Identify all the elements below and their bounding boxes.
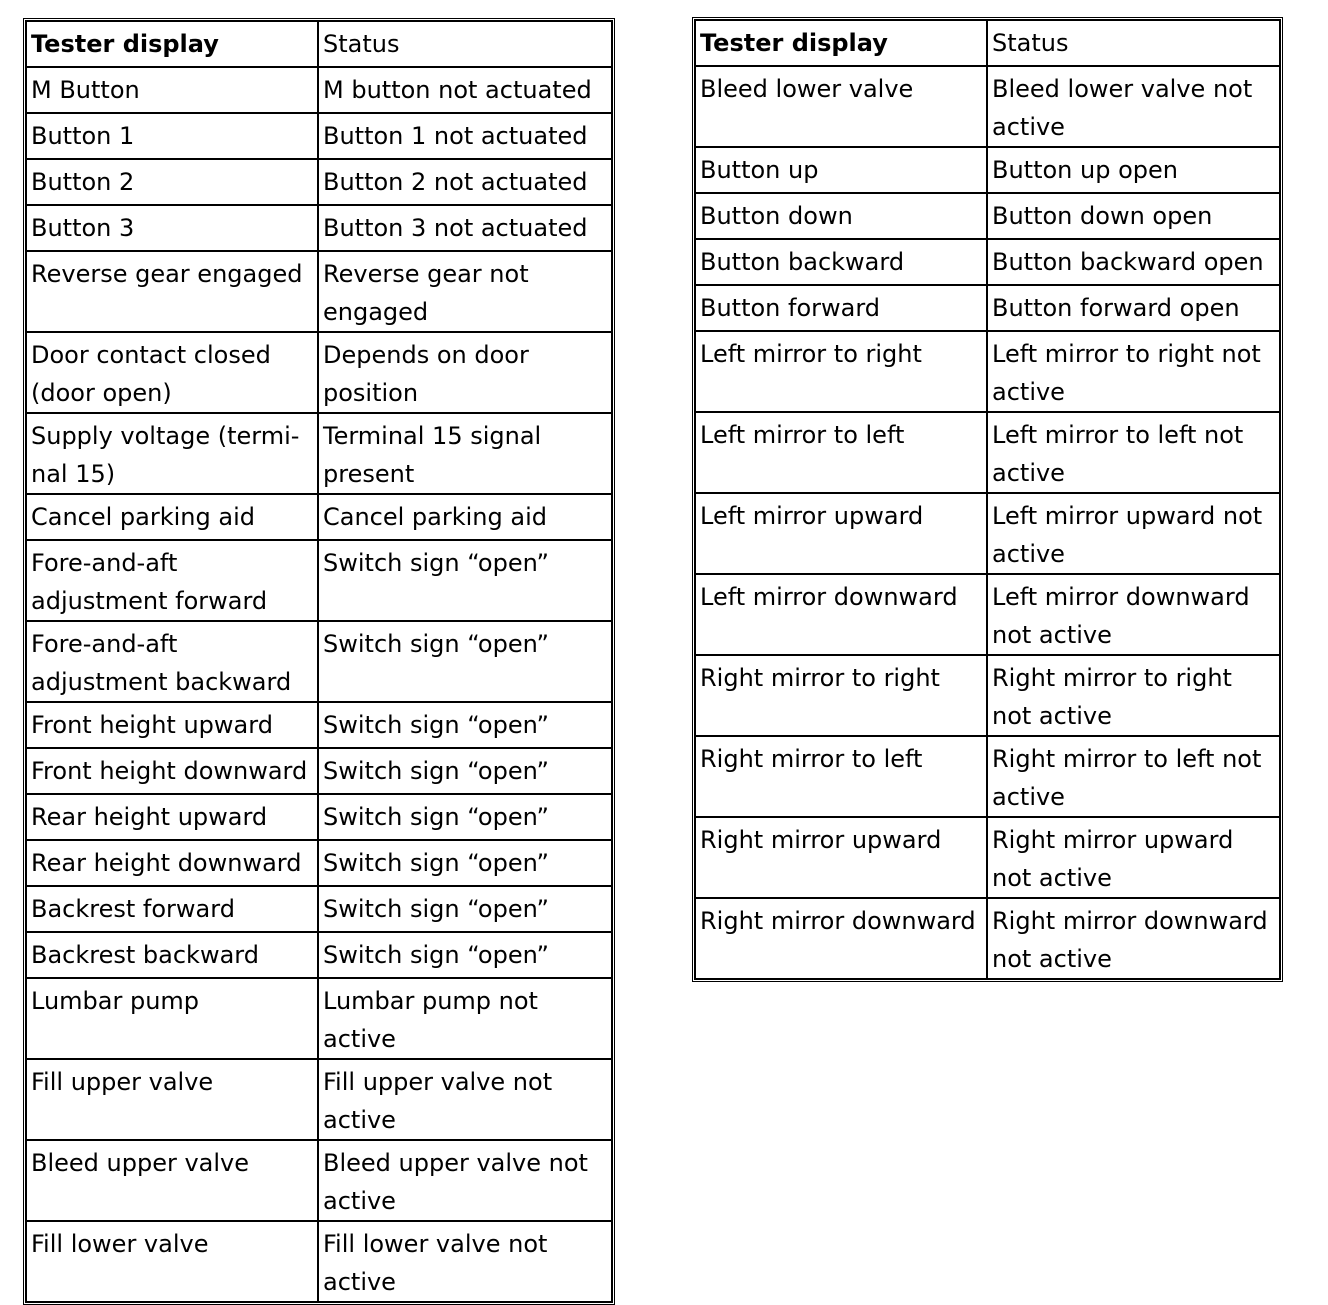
table-row [26,67,612,113]
status-cell: Switch sign “open” [318,932,612,978]
status-cell: Cancel parking aid [318,494,612,540]
status-cell: Switch sign “open” [318,840,612,886]
table-row [26,540,612,621]
table-row [695,898,1280,979]
table-row [26,702,612,748]
status-cell: Button forward open [987,285,1280,331]
status-cell: Bleed lower valve not active [987,66,1280,147]
status-cell: Switch sign “open” [318,621,612,702]
tester-display-cell: Backrest forward [26,886,318,932]
table-row [695,574,1280,655]
status-cell: Switch sign “open” [318,794,612,840]
table-row [695,147,1280,193]
table-row [695,736,1280,817]
table-row [26,159,612,205]
tester-display-cell: Left mirror upward [695,493,987,574]
table-header-row [26,21,612,67]
header-label: Tester display [700,29,888,57]
status-cell: Switch sign “open” [318,748,612,794]
header-label: Status [992,29,1069,57]
status-cell: Right mirror downward not active [987,898,1280,979]
status-cell: Switch sign “open” [318,886,612,932]
tester-display-cell: Button 3 [26,205,318,251]
tester-display-cell: M Button [26,67,318,113]
table-row [26,621,612,702]
table-row [26,413,612,494]
status-cell: Right mirror to right not active [987,655,1280,736]
tester-display-cell: Fore-and-aft adjustment backward [26,621,318,702]
right-status-table [692,17,1283,982]
table-row [26,1221,612,1302]
left-status-table [23,18,615,1305]
status-cell: Depends on door position [318,332,612,413]
header-label: Status [323,30,400,58]
status-cell: Lumbar pump not active [318,978,612,1059]
tester-display-cell: Button 1 [26,113,318,159]
status-cell: Button backward open [987,239,1280,285]
tester-display-cell: Backrest backward [26,932,318,978]
table-row [26,840,612,886]
table-row [26,748,612,794]
table-row [26,932,612,978]
status-cell: Terminal 15 signal present [318,413,612,494]
tester-display-cell: Front height downward [26,748,318,794]
status-cell: Button 1 not actuated [318,113,612,159]
tester-display-cell: Right mirror to right [695,655,987,736]
status-cell: Left mirror to right not active [987,331,1280,412]
table-row [26,113,612,159]
table-header-row [695,20,1280,66]
status-cell: Bleed upper valve not active [318,1140,612,1221]
header-tester-display [26,21,318,67]
status-cell: Button down open [987,193,1280,239]
status-cell: Button up open [987,147,1280,193]
tester-display-cell: Right mirror downward [695,898,987,979]
status-cell: Left mirror upward not active [987,493,1280,574]
status-cell: Right mirror upward not active [987,817,1280,898]
table-row [695,285,1280,331]
header-status [987,20,1280,66]
tester-display-cell: Door contact closed (door open) [26,332,318,413]
header-status [318,21,612,67]
table-row [695,817,1280,898]
status-cell: Reverse gear not engaged [318,251,612,332]
status-cell: Switch sign “open” [318,540,612,621]
tester-display-cell: Fill lower valve [26,1221,318,1302]
table-row [26,978,612,1059]
tester-display-cell: Button backward [695,239,987,285]
table-row [695,239,1280,285]
tester-display-cell: Rear height downward [26,840,318,886]
tester-display-cell: Fill upper valve [26,1059,318,1140]
left-table-grid [25,20,613,1303]
tester-display-cell: Lumbar pump [26,978,318,1059]
table-row [26,886,612,932]
tester-display-cell: Cancel parking aid [26,494,318,540]
tester-display-cell: Button 2 [26,159,318,205]
status-cell: Button 3 not actuated [318,205,612,251]
tester-display-cell: Bleed upper valve [26,1140,318,1221]
tester-display-cell: Front height upward [26,702,318,748]
table-row [695,66,1280,147]
left-table-body [26,21,612,1302]
table-row [26,251,612,332]
status-cell: Fill lower valve not active [318,1221,612,1302]
tester-display-cell: Left mirror to right [695,331,987,412]
header-tester-display [695,20,987,66]
tester-display-cell: Button up [695,147,987,193]
status-cell: Left mirror to left not active [987,412,1280,493]
right-table-body [695,20,1280,979]
tester-display-cell: Supply voltage (termi-nal 15) [26,413,318,494]
table-row [695,412,1280,493]
tester-display-cell: Bleed lower valve [695,66,987,147]
tester-display-cell: Fore-and-aft adjustment forward [26,540,318,621]
table-row [695,193,1280,239]
status-cell: Switch sign “open” [318,702,612,748]
table-row [26,205,612,251]
table-row [26,332,612,413]
tester-display-cell: Button down [695,193,987,239]
tester-display-cell: Right mirror upward [695,817,987,898]
tester-display-cell: Left mirror downward [695,574,987,655]
tester-display-cell: Button forward [695,285,987,331]
table-row [695,493,1280,574]
table-row [26,794,612,840]
tester-display-cell: Reverse gear engaged [26,251,318,332]
status-cell: M button not actuated [318,67,612,113]
status-cell: Left mirror downward not active [987,574,1280,655]
tester-display-cell: Left mirror to left [695,412,987,493]
table-row [26,494,612,540]
table-row [26,1140,612,1221]
right-table-grid [694,19,1281,980]
tester-display-cell: Rear height upward [26,794,318,840]
status-cell: Button 2 not actuated [318,159,612,205]
table-row [695,655,1280,736]
status-cell: Fill upper valve not active [318,1059,612,1140]
status-cell: Right mirror to left not active [987,736,1280,817]
header-label: Tester display [31,30,219,58]
table-row [26,1059,612,1140]
table-row [695,331,1280,412]
tester-display-cell: Right mirror to left [695,736,987,817]
